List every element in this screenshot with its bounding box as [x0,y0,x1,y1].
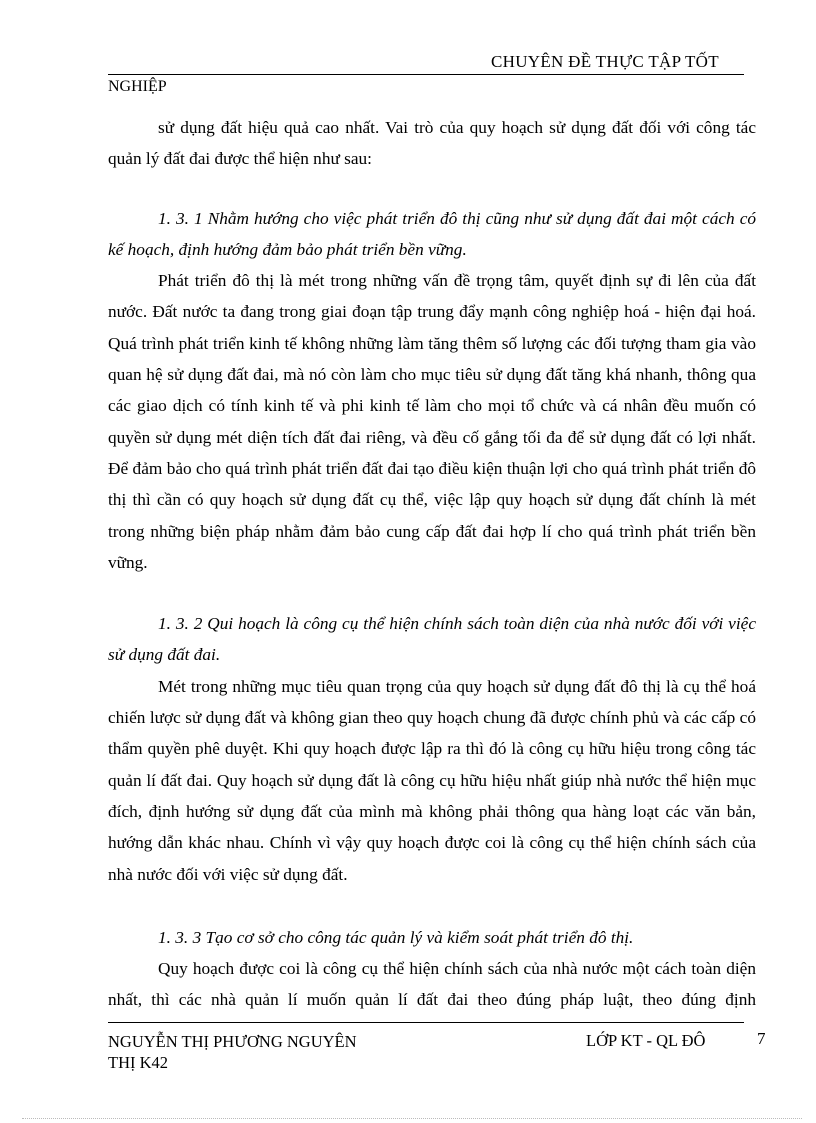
paragraph: Mét trong những mục tiêu quan trọng của quy hoạch sử dụng đất đô thị là cụ thể hoá chiến lược sử dụng đất và không gian theo quy hoạch chung đã được chính phủ và các cấp có thẩm quyền phê duyệt. Khi quy hoạch được lập ra thì đó là công cụ hữu hiệu trong công tác quản lí đất đai. Quy hoạch sử dụng đất là công cụ hữu hiệu nhất giúp nhà nước thể hiện mục đích, định hướng sử dụng đất của mình mà không phải thông qua hàng loạt các văn bản, hướng dẫn khác nhau. Chính vì vậy quy hoạch được coi là công cụ thể hiện chính sách của nhà nước đối với việc sử dụng đất. [108,676,756,884]
footer-author-continuation: THỊ K42 [108,1053,169,1072]
section-heading-1-3-1: 1. 3. 1 Nhằm hướng cho việc phát triển đô thị cũng như sử dụng đất đai một cách có kế hoạch, định hướng đảm bảo phát triển bền vững. [108,208,756,259]
paragraph: Quy hoạch được coi là công cụ thể hiện chính sách của nhà nước một cách toàn diện nhất, thì các nhà quản lí muốn quản lí đất đai theo đúng pháp luật, theo đúng định [108,959,756,1010]
footer-class-label: LỚP KT - QL ĐÔ [586,1031,706,1050]
footer-divider [108,1022,744,1023]
footer-author-name: NGUYỄN THỊ PHƯƠNG NGUYÊN [108,1032,357,1051]
document-body [108,112,756,1016]
paragraph: Phát triển đô thị là mét trong những vấn đề trọng tâm, quyết định sự đi lên của đất nước. Đất nước ta đang trong giai đoạn tập trung đẩy mạnh công nghiệp hoá - hiện đại hoá. Quá trình phát triển kinh tế không những làm tăng thêm số lượng các đối tượng tham gia vào quan hệ sử dụng đất đai, mà nó còn làm cho mục tiêu sử dụng đất tăng khá nhanh, thông qua các giao dịch có tính kinh tế và phi kinh tế làm cho mọi tổ chức và cá nhân đều muốn có quyền sử dụng mét diện tích đất đai riêng, và đều cố gắng tối đa để sử dụng đất có lợi nhất. Để đảm bảo cho quá trình phát triển đất đai tạo điều kiện thuận lợi cho quá trình phát triển đô thị thì cần có quy hoạch sử dụng đất cụ thể, việc lập quy hoạch sử dụng đất chính là mét trong những biện pháp nhằm đảm bảo cung cấp đất đai hợp lí cho quá trình phát triển bền vững. [108,271,756,572]
section-heading-1-3-2: 1. 3. 2 Qui hoạch là công cụ thể hiện chính sách toàn diện của nhà nước đối với việc sử dụng đất đai. [108,614,756,665]
header-divider [108,74,744,75]
page-number: 7 [757,1029,766,1048]
header-title: CHUYÊN ĐỀ THỰC TẬP TỐT [491,52,719,71]
section-heading-1-3-3: 1. 3. 3 Tạo cơ sở cho công tác quản lý và kiểm soát phát triển đô thị. [158,927,634,947]
header-title-continuation: NGHIỆP [108,78,167,95]
page-border [22,1118,802,1119]
paragraph: sử dụng đất hiệu quả cao nhất. Vai trò của quy hoạch sử dụng đất đối với công tác quản lý đất đai được thể hiện như sau: [108,118,756,169]
footer-author [108,1031,408,1073]
